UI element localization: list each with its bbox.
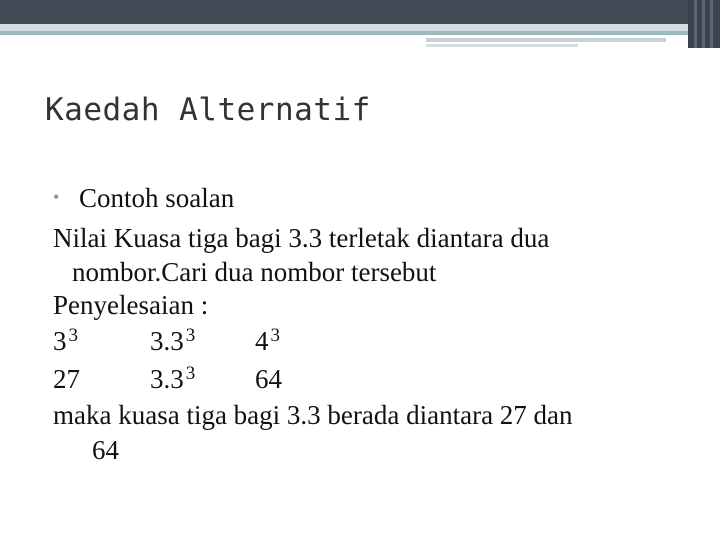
header-accent-line-2	[426, 44, 578, 47]
header-accent-teal	[0, 31, 688, 35]
exponent: 3	[185, 363, 196, 384]
exponent: 3	[185, 325, 196, 346]
header-corner-block	[688, 0, 720, 48]
power-term: 3 $^3$	[53, 325, 78, 356]
power-term: 4 $^3$	[255, 325, 280, 356]
question-line-2: nombor.Cari dua nombor tersebut	[72, 257, 437, 287]
exponent: 3	[68, 325, 78, 346]
solution-label: Penyelesaian :	[53, 290, 209, 320]
bullet-icon: •	[53, 187, 60, 207]
header-bar	[0, 0, 720, 24]
conclusion-line-2: 64	[92, 435, 119, 465]
powers-row	[0, 324, 720, 360]
header-accent-light	[0, 24, 688, 31]
value-term: 27	[53, 364, 80, 394]
bullet-heading: Contoh soalan	[79, 183, 235, 213]
slide-title: Kaedah Alternatif	[45, 92, 371, 128]
header-accent-line-1	[426, 38, 666, 42]
power-term: 3.3 $^3$	[150, 325, 196, 356]
values-row	[0, 362, 720, 398]
exponent: 3	[270, 325, 280, 346]
value-term: 64	[255, 364, 282, 394]
bullet-item	[53, 180, 234, 215]
conclusion-line-1: maka kuasa tiga bagi 3.3 berada diantara 27 dan	[53, 400, 573, 430]
value-term: 3.3 $^3$	[150, 363, 196, 394]
question-line-1: Nilai Kuasa tiga bagi 3.3 terletak diantara dua	[53, 223, 550, 253]
